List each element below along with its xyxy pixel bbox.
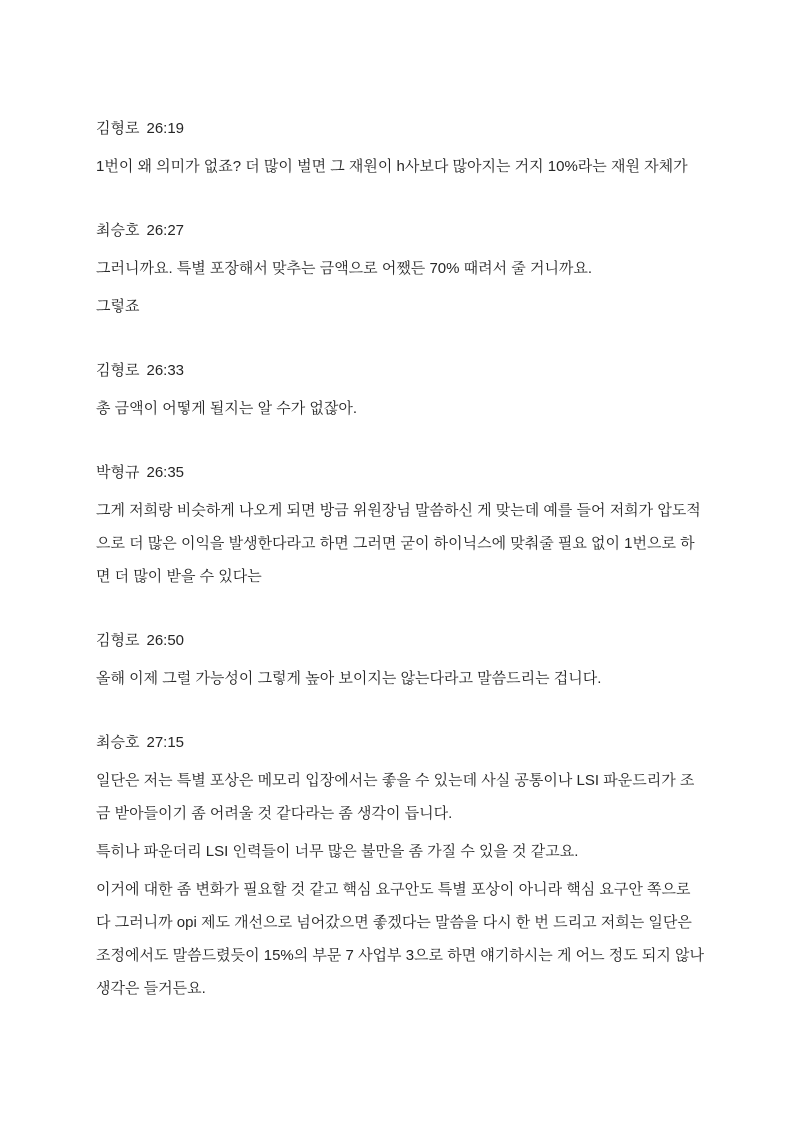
transcript-block	[96, 726, 708, 1005]
transcript-paragraph: 총 금액이 어떻게 될지는 알 수가 없잖아.	[96, 400, 358, 417]
transcript-paragraph: 일단은 저는 특별 포상은 메모리 입장에서는 좋을 수 있는데 사실 공통이나 LSI 파운드리가 조금 받아들이기 좀 어려울 것 같다라는 좀 생각이 듭니다.	[96, 772, 695, 822]
transcript-paragraph: 1번이 왜 의미가 없죠? 더 많이 벌면 그 재원이 h사보다 많아지는 거지 10%라는 재원 자체가	[96, 158, 688, 175]
transcript-block	[96, 354, 708, 425]
transcript-paragraph: 특히나 파운더리 LSI 인력들이 너무 많은 불만을 좀 가질 수 있을 것 같고요.	[96, 843, 579, 860]
speaker-timestamp: 26:35	[146, 464, 185, 481]
speaker-line	[96, 112, 708, 145]
speaker-name: 최승호	[96, 222, 140, 239]
speaker-line	[96, 214, 708, 247]
transcript-block	[96, 112, 708, 183]
speaker-timestamp: 26:19	[146, 120, 185, 137]
transcript-paragraph: 그게 저희랑 비슷하게 나오게 되면 방금 위원장님 말씀하신 게 맞는데 예를 들어 저희가 압도적으로 더 많은 이익을 발생한다라고 하면 그러면 굳이 하이닉스에 맞춰줄 필요 없이 1번으로 하면 더 많이 받을 수 있다는	[96, 502, 701, 585]
speaker-name: 김형로	[96, 632, 140, 649]
speaker-name: 김형로	[96, 362, 140, 379]
transcript-paragraph: 그렇죠	[96, 298, 140, 315]
speaker-timestamp: 26:50	[146, 632, 185, 649]
speaker-timestamp: 27:15	[146, 734, 185, 751]
transcript-block	[96, 214, 708, 323]
transcript-block	[96, 456, 708, 593]
speaker-line	[96, 726, 708, 759]
transcript-block	[96, 624, 708, 695]
speaker-name: 박형규	[96, 464, 140, 481]
speaker-line	[96, 624, 708, 657]
transcript-paragraph: 이거에 대한 좀 변화가 필요할 것 같고 핵심 요구안도 특별 포상이 아니라 핵심 요구안 쪽으로 다 그러니까 opi 제도 개선으로 넘어갔으면 좋겠다는 말씀을 다시 한 번 드리고 저희는 일단은 조정에서도 말씀드렸듯이 15%의 부문 7 사업부 3으로 하면 얘기하시는 게 어느 정도 되지 않나 생각은 들거든요.	[96, 881, 705, 997]
transcript-paragraph: 올해 이제 그럴 가능성이 그렇게 높아 보이지는 않는다라고 말씀드리는 겁니다.	[96, 670, 602, 687]
speaker-line	[96, 456, 708, 489]
speaker-line	[96, 354, 708, 387]
speaker-timestamp: 26:33	[146, 362, 185, 379]
speaker-name: 김형로	[96, 120, 140, 137]
speaker-timestamp: 26:27	[146, 222, 185, 239]
transcript-paragraph: 그러니까요. 특별 포장해서 맞추는 금액으로 어쨌든 70% 때려서 줄 거니까요.	[96, 260, 593, 277]
speaker-name: 최승호	[96, 734, 140, 751]
